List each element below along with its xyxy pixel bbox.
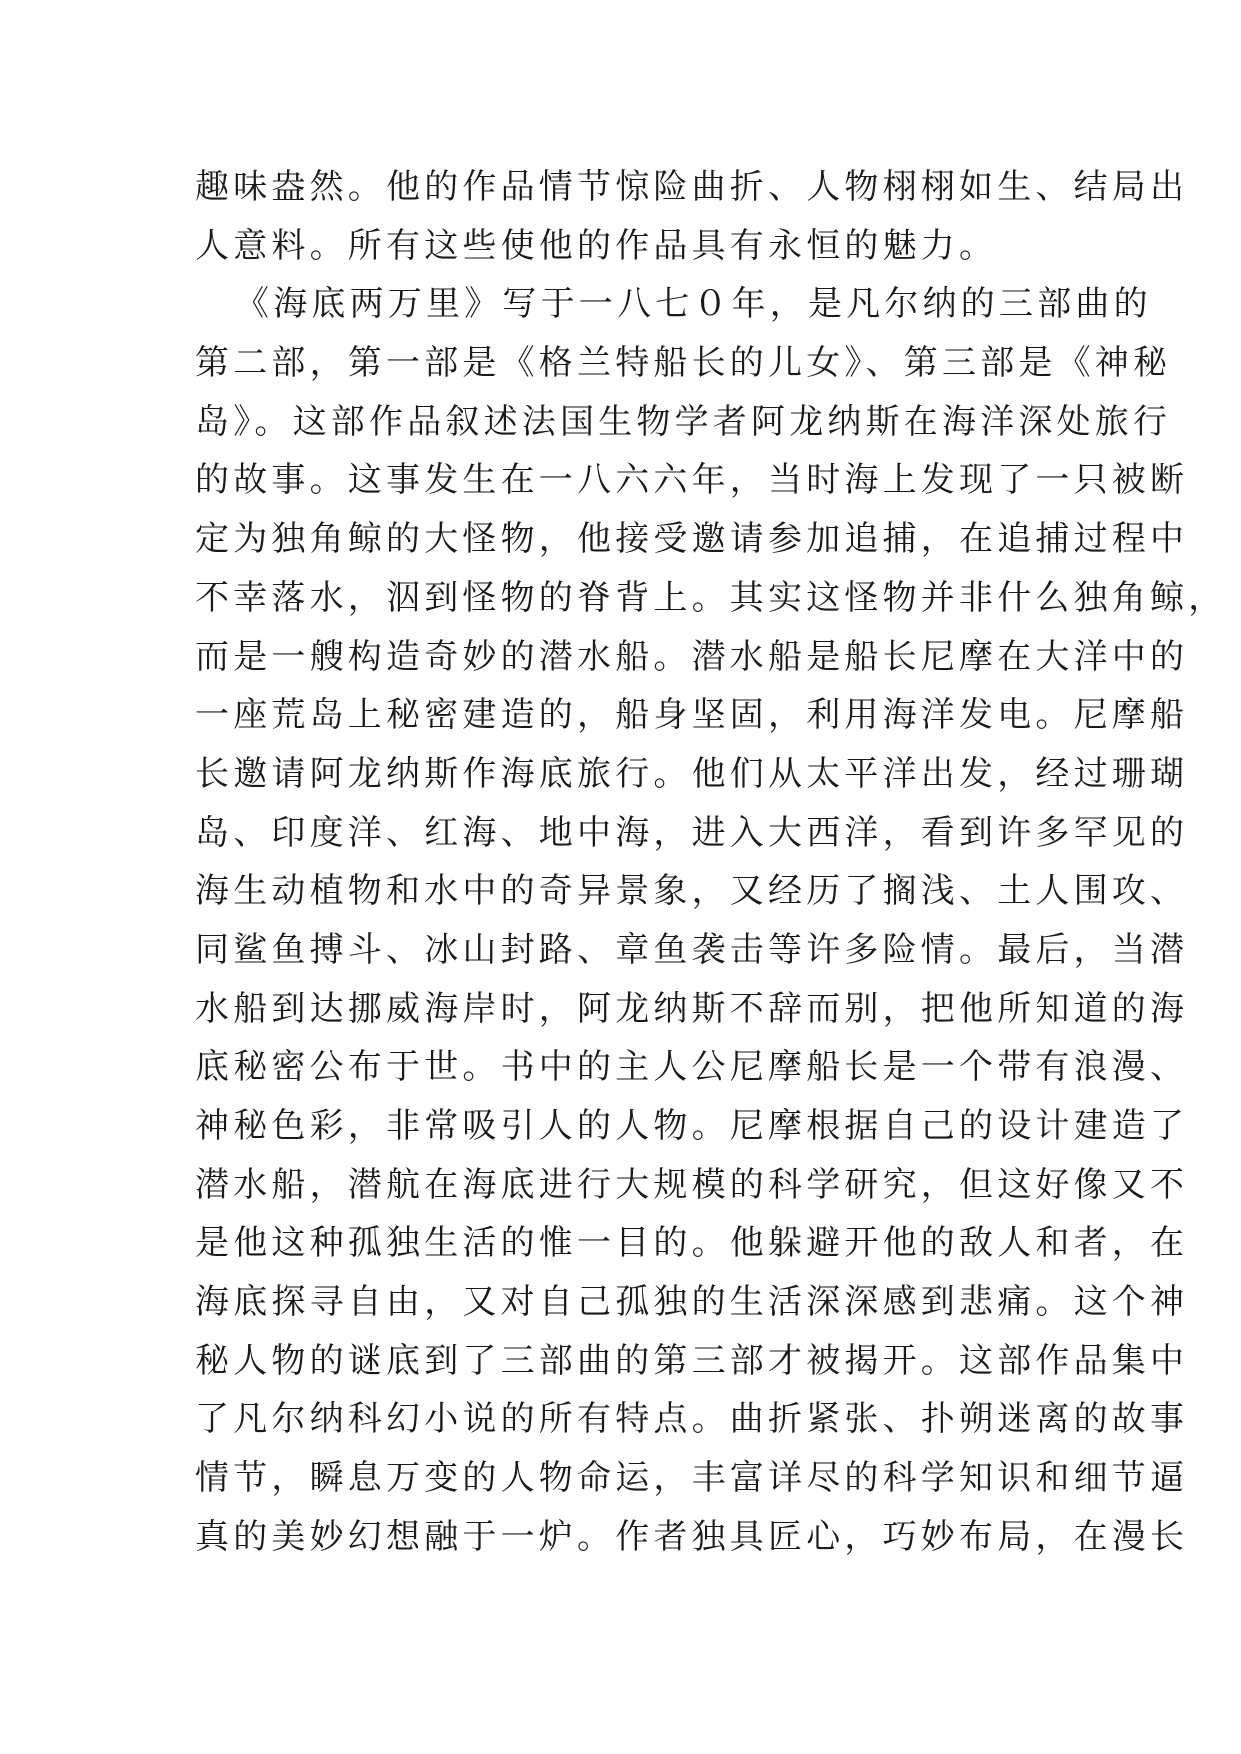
text-line: 是他这种孤独生活的惟一目的。他躲避开他的敌人和者，在 [195, 1223, 1189, 1264]
text-line: 情节，瞬息万变的人物命运，丰富详尽的科学知识和细节逼 [195, 1458, 1189, 1499]
text-line: 趣味盎然。他的作品情节惊险曲折、人物栩栩如生、结局出 [195, 167, 1189, 207]
text-line: 岛、印度洋、红海、地中海，进入大西洋，看到许多罕见的 [195, 812, 1189, 853]
text-line: 同鲨鱼搏斗、冰山封路、章鱼袭击等许多险情。最后，当潜 [195, 929, 1189, 970]
text-line: 潜水船，潜航在海底进行大规模的科学研究，但这好像又不 [195, 1164, 1189, 1205]
text-line: 而是一艘构造奇妙的潜水船。潜水船是船长尼摩在大洋中的 [195, 636, 1189, 677]
text-line: 定为独角鲸的大怪物，他接受邀请参加追捕，在追捕过程中 [195, 519, 1189, 560]
text-line: 岛》。这部作品叙述法国生物学者阿龙纳斯在海洋深处旅行 [195, 401, 1172, 442]
text-line: 了凡尔纳科幻小说的所有特点。曲折紧张、扑朔迷离的故事 [195, 1399, 1189, 1440]
body-text [195, 158, 1227, 1567]
text-line: 水船到达挪威海岸时，阿龙纳斯不辞而别，把他所知道的海 [195, 988, 1189, 1029]
text-line: 真的美妙幻想融于一炉。作者独具匠心，巧妙布局，在漫长 [195, 1516, 1189, 1557]
text-line: 底秘密公布于世。书中的主人公尼摩船长是一个带有浪漫、 [195, 1047, 1189, 1088]
text-line: 海生动植物和水中的奇异景象，又经历了搁浅、土人围攻、 [195, 871, 1189, 912]
text-line: 神秘色彩，非常吸引人的人物。尼摩根据自己的设计建造了 [195, 1106, 1189, 1146]
paragraph-first-line: 《海底两万里》写于一八七０年，是凡尔纳的三部曲的 [235, 284, 1152, 325]
text-line: 长邀请阿龙纳斯作海底旅行。他们从太平洋出发，经过珊瑚 [195, 753, 1189, 794]
text-line: 不幸落水，泅到怪物的脊背上。其实这怪物并非什么独角鲸， [195, 577, 1227, 618]
text-line: 人意料。所有这些使他的作品具有永恒的魅力。 [195, 225, 998, 266]
text-line: 秘人物的谜底到了三部曲的第三部才被揭开。这部作品集中 [195, 1340, 1189, 1381]
text-line: 第二部，第一部是《格兰特船长的儿女》、第三部是《神秘 [195, 343, 1172, 384]
text-line: 海底探寻自由，又对自己孤独的生活深深感到悲痛。这个神 [195, 1282, 1189, 1323]
text-line: 一座荒岛上秘密建造的，船身坚固，利用海洋发电。尼摩船 [195, 695, 1189, 736]
text-line: 的故事。这事发生在一八六六年，当时海上发现了一只被断 [195, 460, 1189, 501]
